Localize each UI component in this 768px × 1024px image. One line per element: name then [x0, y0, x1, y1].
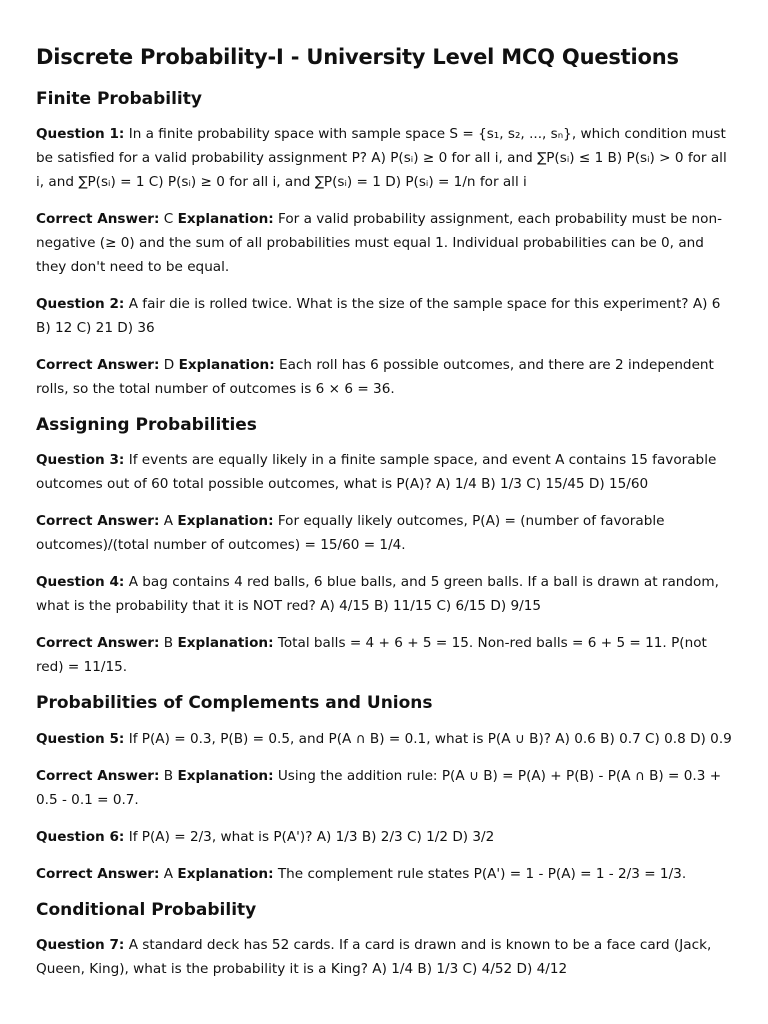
correct-answer-label: Correct Answer:: [36, 767, 160, 784]
question-label: Question 4:: [36, 574, 125, 591]
question-label: Question 6:: [36, 828, 125, 845]
explanation-text: Each roll has 6 possible outcomes, and there are 2 independent rolls, so the total number of outcomes is 6 × 6 = 36.: [36, 357, 714, 398]
section-heading: Conditional Probability: [36, 899, 257, 920]
answer-value: B: [163, 767, 174, 784]
question-text: If events are equally likely in a finite sample space, and event A contains 15 favorable outcomes out of 60 total possible outcomes, what is P(A)? A) 1/4 B) 1/3 C) 15/45 D) 15/60: [36, 452, 717, 493]
answer-value: A: [163, 513, 174, 530]
correct-answer-label: Correct Answer:: [36, 865, 160, 882]
explanation-text: For a valid probability assignment, each probability must be non-negative (≥ 0) and the sum of all probabilities must equal 1. Individual probabilities can be 0, and they don't need to be equal.: [36, 211, 722, 276]
question-text: In a finite probability space with sample space S = {s₁, s₂, ..., sₙ}, which condition must be satisfied for a valid probability assignment P? A) P(sᵢ) ≥ 0 for all i, and ∑P(sᵢ) ≤ 1 B) P(sᵢ) > 0 for all i, and ∑P(sᵢ) = 1 C) P(sᵢ) ≥ 0 for all i, and ∑P(sᵢ) = 1 D) P(sᵢ) = 1/n for all i: [36, 126, 727, 191]
question-text: A standard deck has 52 cards. If a card is drawn and is known to be a face card (Jack, Queen, King), what is the probability it is a King? A) 1/4 B) 1/3 C) 4/52 D) 4/12: [36, 936, 712, 977]
question-label: Question 3:: [36, 452, 125, 469]
correct-answer-label: Correct Answer:: [36, 357, 160, 374]
explanation-label: Explanation:: [177, 865, 274, 882]
question: [36, 933, 734, 981]
explanation-text: Using the addition rule: P(A ∪ B) = P(A) + P(B) - P(A ∩ B) = 0.3 + 0.5 - 0.1 = 0.7.: [36, 767, 722, 808]
answer: [36, 862, 734, 886]
answer-value: D: [163, 357, 175, 374]
answer: [36, 631, 734, 679]
explanation-label: Explanation:: [177, 635, 274, 652]
section-heading: Assigning Probabilities: [36, 415, 257, 436]
answer-value: C: [163, 211, 174, 228]
explanation-label: Explanation:: [178, 357, 275, 374]
explanation-label: Explanation:: [177, 211, 274, 228]
section-heading: Probabilities of Complements and Unions: [36, 693, 433, 714]
explanation-label: Explanation:: [177, 513, 274, 530]
answer: [36, 509, 734, 557]
section: [36, 899, 734, 981]
answer: [36, 764, 734, 812]
answer: [36, 207, 734, 279]
question: [36, 825, 734, 849]
document-content: [36, 88, 734, 980]
explanation-text: For equally likely outcomes, P(A) = (number of favorable outcomes)/(total number of outcomes) = 15/60 = 1/4.: [36, 513, 665, 554]
explanation-text: Total balls = 4 + 6 + 5 = 15. Non-red balls = 6 + 5 = 11. P(not red) = 11/15.: [36, 635, 707, 676]
question-label: Question 5:: [36, 730, 125, 747]
question-label: Question 2:: [36, 296, 125, 313]
question: [36, 122, 734, 194]
question-text: A bag contains 4 red balls, 6 blue balls, and 5 green balls. If a ball is drawn at random, what is the probability that it is NOT red? A) 4/15 B) 11/15 C) 6/15 D) 9/15: [36, 574, 719, 615]
question-label: Question 1:: [36, 126, 125, 143]
question: [36, 292, 734, 340]
question: [36, 727, 734, 751]
explanation-label: Explanation:: [177, 767, 274, 784]
question-text: If P(A) = 2/3, what is P(A')? A) 1/3 B) 2/3 C) 1/2 D) 3/2: [128, 828, 495, 845]
section: [36, 414, 734, 679]
question-text: If P(A) = 0.3, P(B) = 0.5, and P(A ∩ B) = 0.1, what is P(A ∪ B)? A) 0.6 B) 0.7 C) 0.8 D) 0.9: [128, 730, 732, 747]
question-text: A fair die is rolled twice. What is the size of the sample space for this experiment? A) 6 B) 12 C) 21 D) 36: [36, 296, 721, 337]
answer-value: B: [163, 635, 174, 652]
correct-answer-label: Correct Answer:: [36, 635, 160, 652]
section: [36, 692, 734, 885]
section: [36, 88, 734, 401]
question: [36, 448, 734, 496]
question-label: Question 7:: [36, 936, 125, 953]
page-title: Discrete Probability-I - University Level MCQ Questions: [36, 45, 679, 69]
answer: [36, 353, 734, 401]
explanation-text: The complement rule states P(A') = 1 - P(A) = 1 - 2/3 = 1/3.: [277, 865, 687, 882]
correct-answer-label: Correct Answer:: [36, 211, 160, 228]
answer-value: A: [163, 865, 174, 882]
section-heading: Finite Probability: [36, 89, 202, 110]
correct-answer-label: Correct Answer:: [36, 513, 160, 530]
question: [36, 570, 734, 618]
